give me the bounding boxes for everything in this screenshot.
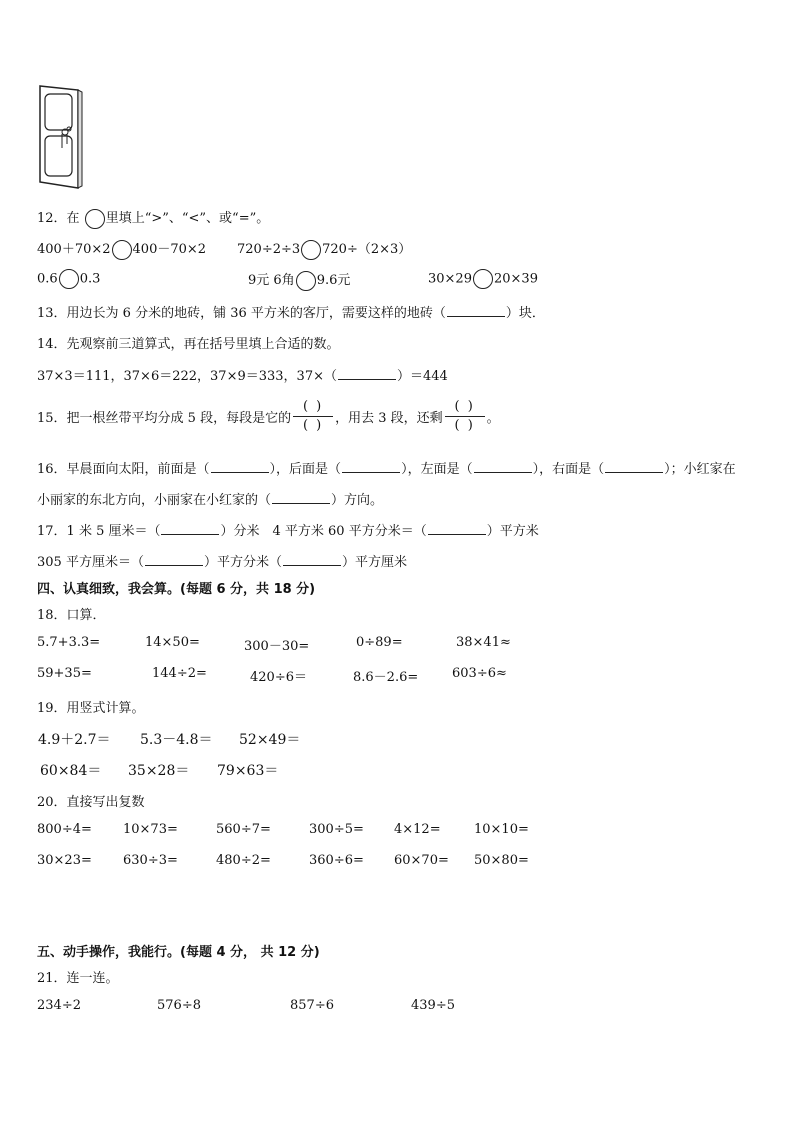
q12-instruction bbox=[37, 207, 269, 229]
q18-item: 144÷2= bbox=[152, 666, 207, 681]
q20-item: 30×23= bbox=[37, 853, 92, 868]
q12-item-5-left: 30×29 bbox=[428, 271, 472, 287]
q18-item: 38×41≈ bbox=[456, 635, 511, 650]
q12-intro-a: 12．在 bbox=[37, 211, 80, 226]
q18-title: 18．口算． bbox=[37, 608, 106, 623]
q12-item-2 bbox=[237, 238, 411, 260]
q18-item: 59+35= bbox=[37, 666, 92, 681]
door-illustration bbox=[36, 82, 86, 190]
compare-circle[interactable] bbox=[112, 240, 132, 260]
q12-item-5 bbox=[428, 269, 538, 289]
q14-expr-a: 37×3＝111，37×6＝222，37×9＝333，37×（ bbox=[37, 369, 337, 384]
compare-circle[interactable] bbox=[85, 209, 105, 229]
q12-item-1-left: 400＋70×2 bbox=[37, 242, 111, 257]
q18-item: 5.7+3.3= bbox=[37, 635, 101, 650]
q17-text: ）分米 4 平方米 60 平方分米＝（ bbox=[220, 524, 427, 539]
fraction-blank-2[interactable] bbox=[445, 398, 485, 435]
q18-item: 300－30= bbox=[244, 639, 310, 654]
q12-item-2-left: 720÷2÷3 bbox=[237, 242, 301, 257]
q19-item: 52×49＝ bbox=[239, 732, 301, 748]
q15-text-b: ，用去 3 段，还剩 bbox=[335, 411, 443, 426]
answer-blank[interactable] bbox=[283, 555, 341, 566]
q20-item: 50×80= bbox=[474, 853, 529, 868]
fraction-blank-1[interactable] bbox=[293, 398, 333, 435]
q12-item-4-left: 9元 6角 bbox=[248, 273, 295, 288]
answer-blank[interactable] bbox=[272, 493, 330, 504]
q12-item-3-right: 0.3 bbox=[79, 271, 101, 287]
q21-item[interactable]: 439÷5 bbox=[411, 998, 455, 1013]
answer-blank[interactable] bbox=[342, 462, 400, 473]
q19-item: 5.3－4.8＝ bbox=[140, 732, 213, 748]
compare-circle[interactable] bbox=[296, 271, 316, 291]
answer-blank[interactable] bbox=[211, 462, 269, 473]
q20-item: 480÷2= bbox=[216, 853, 271, 868]
q17-line-1 bbox=[37, 520, 539, 539]
q16-line-2 bbox=[37, 489, 383, 508]
compare-circle[interactable] bbox=[59, 269, 79, 289]
q20-item: 800÷4= bbox=[37, 822, 92, 837]
q12-intro-b: 里填上“>”、“<”、或“=”。 bbox=[105, 211, 270, 226]
q20-item: 10×73= bbox=[123, 822, 178, 837]
q16-text: 16．早晨面向太阳，前面是（ bbox=[37, 462, 210, 477]
q20-item: 630÷3= bbox=[123, 853, 178, 868]
q13-text-a: 13．用边长为 6 分米的地砖，铺 36 平方米的客厅，需要这样的地砖（ bbox=[37, 306, 446, 321]
q12-item-2-right: 720÷（2×3） bbox=[322, 242, 412, 257]
compare-circle[interactable] bbox=[473, 269, 493, 289]
q16-text: ）；小红家在 bbox=[664, 462, 736, 477]
q16-line-1 bbox=[37, 458, 736, 477]
fraction-denominator: ( ) bbox=[454, 418, 475, 433]
compare-circle[interactable] bbox=[301, 240, 321, 260]
q18-item: 420÷6＝ bbox=[250, 670, 307, 685]
q12-item-4 bbox=[248, 269, 350, 291]
answer-blank[interactable] bbox=[605, 462, 663, 473]
q18-item: 0÷89= bbox=[356, 635, 403, 650]
q17-text: ）平方米 bbox=[486, 524, 539, 539]
q14-title: 14．先观察前三道算式，再在括号里填上合适的数。 bbox=[37, 337, 340, 352]
answer-blank[interactable] bbox=[474, 462, 532, 473]
q18-item: 14×50= bbox=[145, 635, 200, 650]
q21-title: 21．连一连。 bbox=[37, 971, 119, 986]
q16-text: ），后面是（ bbox=[269, 462, 342, 477]
answer-blank[interactable] bbox=[428, 524, 486, 535]
q18-item: 603÷6≈ bbox=[452, 666, 507, 681]
q19-item: 4.9＋2.7＝ bbox=[38, 732, 111, 748]
q17-text: ）平方分米（ bbox=[203, 555, 282, 570]
q16-text: ），左面是（ bbox=[401, 462, 473, 477]
q21-item[interactable]: 857÷6 bbox=[290, 998, 334, 1013]
q15-text-c: 。 bbox=[486, 411, 500, 426]
q21-item[interactable]: 234÷2 bbox=[37, 998, 81, 1013]
q19-item: 60×84＝ bbox=[40, 763, 102, 779]
q20-item: 360÷6= bbox=[309, 853, 364, 868]
q17-text: 305 平方厘米＝（ bbox=[37, 555, 144, 570]
answer-blank[interactable] bbox=[338, 369, 396, 380]
fraction-numerator: ( ) bbox=[302, 399, 324, 414]
q17-text: ）平方厘米 bbox=[341, 555, 407, 570]
q18-item: 8.6－2.6= bbox=[353, 670, 419, 685]
fraction-denominator: ( ) bbox=[302, 418, 324, 433]
q14-expression bbox=[37, 365, 448, 384]
q17-line-2 bbox=[37, 551, 407, 570]
fraction-numerator: ( ) bbox=[454, 399, 475, 414]
q13 bbox=[37, 302, 545, 321]
q12-item-1-right: 400－70×2 bbox=[132, 242, 207, 257]
q13-text-b: ）块． bbox=[505, 306, 545, 321]
q12-item-3 bbox=[37, 269, 100, 289]
q12-item-4-right: 9.6元 bbox=[316, 273, 351, 288]
q17-text: 17．1 米 5 厘米＝（ bbox=[37, 524, 161, 539]
q12-item-1 bbox=[37, 238, 206, 260]
answer-blank[interactable] bbox=[447, 306, 505, 317]
q16-text: ）方向。 bbox=[331, 493, 384, 508]
q20-item: 560÷7= bbox=[216, 822, 271, 837]
q12-item-3-left: 0.6 bbox=[37, 271, 58, 287]
q15-text-a: 15．把一根丝带平均分成 5 段，每段是它的 bbox=[37, 411, 292, 426]
q16-text: 小丽家的东北方向，小丽家在小红家的（ bbox=[37, 493, 272, 508]
q20-title: 20．直接写出复数 bbox=[37, 795, 145, 810]
answer-blank[interactable] bbox=[161, 524, 219, 535]
q20-item: 4×12= bbox=[394, 822, 441, 837]
q14-expr-b: ）＝444 bbox=[397, 369, 448, 384]
q20-item: 300÷5= bbox=[309, 822, 364, 837]
q12-item-5-right: 20×39 bbox=[493, 271, 538, 287]
section-4-heading: 四、认真细致，我会算。(每题 6 分，共 18 分) bbox=[37, 582, 316, 597]
q15 bbox=[37, 398, 500, 435]
q20-item: 10×10= bbox=[474, 822, 529, 837]
answer-blank[interactable] bbox=[145, 555, 203, 566]
q19-title: 19．用竖式计算。 bbox=[37, 701, 145, 716]
q21-item[interactable]: 576÷8 bbox=[157, 998, 201, 1013]
section-5-heading: 五、动手操作，我能行。(每题 4 分， 共 12 分) bbox=[37, 945, 320, 960]
q16-text: ），右面是（ bbox=[532, 462, 605, 477]
q20-item: 60×70= bbox=[394, 853, 449, 868]
q19-item: 35×28＝ bbox=[128, 763, 190, 779]
q19-item: 79×63＝ bbox=[217, 763, 279, 779]
